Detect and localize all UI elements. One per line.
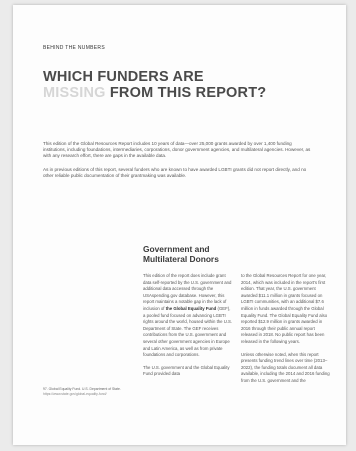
footnote (43, 387, 125, 396)
page-headline (43, 69, 323, 101)
headline-faded-word: MISSING (43, 85, 106, 101)
section-label: BEHIND THE NUMBERS (43, 45, 105, 51)
column-2-paragraph-1: to the Global Resources Report for one year, 2014, which was included in the report's first edition. That year, the U.S. government awarded $11.1 million in grants focused on LGBTI communities, with an additional $7.6 million in funds awarded through the Global Equality Fund. The Global Equality Fund also reported $12.9 million in grants awarded in 2016 through their public annual report released in 2018. No public report has been released in the following years. (241, 273, 328, 344)
intro-text (43, 141, 313, 186)
column-1-p1-bold: the Global Equality Fund (165, 305, 217, 311)
column-1-paragraph-1 (143, 273, 233, 359)
document-page (13, 5, 346, 445)
intro-paragraph-1: This edition of the Global Resources Report includes 10 years of data—over 25,000 grants awarded by over 1,400 funding institutions, including foundations, intermediaries, corporations, donor government agencies, and multilateral agencies. However, as with any research effort, there are gaps in the available data. (43, 141, 311, 159)
footnote-link: https://www.state.gov/global-equality-fund/ (43, 391, 107, 396)
subsection-title: Government and Multilateral Donors (143, 244, 219, 264)
headline-line-2-rest: FROM THIS REPORT? (109, 85, 267, 101)
intro-paragraph-2: As in previous editions of this report, several funders who are known to have awarded LGBTI grants did not report directly, and no other reliable public documentation of their grantmaking was available. (43, 166, 307, 178)
headline-line-2 (43, 85, 323, 101)
body-column-1 (143, 273, 233, 384)
column-1-paragraph-2: The U.S. government and the Global Equality Fund provided data (143, 364, 230, 377)
column-1-p1-before: This edition of the report does include grant data self-reported by the U.S. government and additional data accessed through the USAspending.gov database. However, this report maintains a notable gap in the lack of inclusion of (143, 273, 232, 311)
body-column-2 (241, 273, 331, 391)
column-1-p1-after: (GEF), a pooled fund focused on advancing LGBTI rights around the world, housed within the U.S. Department of State. The GEF receives contributions from the U.S. government and several other government agencies in Europe and Latin America, as well as from private foundations and corporations. (143, 305, 233, 358)
footnote-label: 97. Global Equality Fund. U.S. Department of State. (43, 387, 121, 391)
column-2-paragraph-2: Unless otherwise noted, when this report presents funding trend lines over time (2013–2022), the funding totals document all data available, including the 2014 and 2016 funding from the U.S. government and the (241, 351, 330, 383)
headline-line-1: WHICH FUNDERS ARE (43, 69, 204, 85)
